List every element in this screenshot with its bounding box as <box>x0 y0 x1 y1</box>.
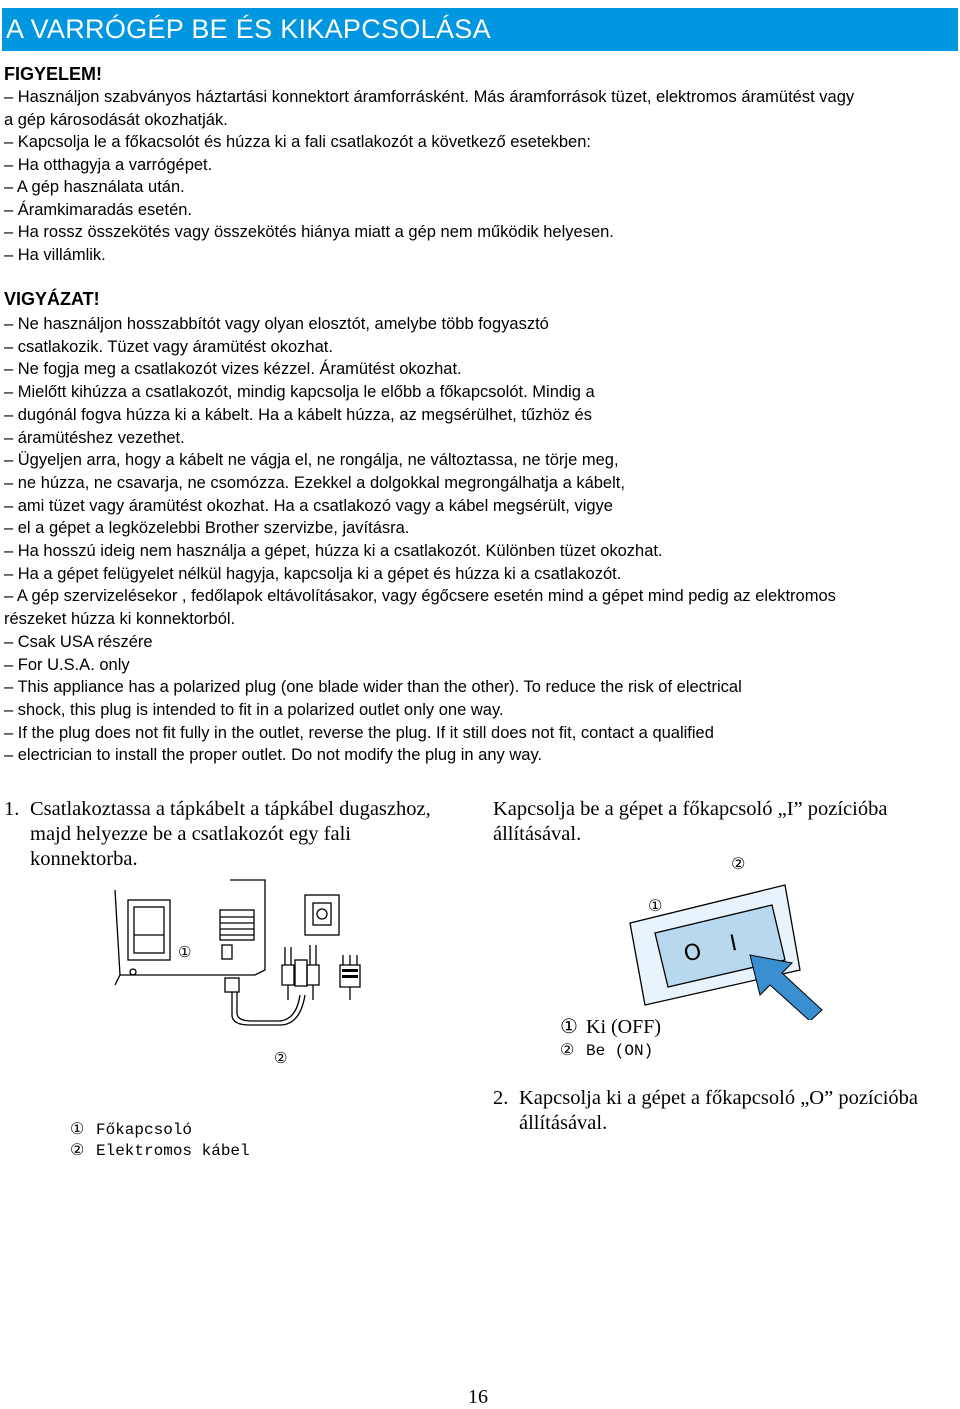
caution-line: – csatlakozik. Tüzet vagy áramütést okozhat. <box>4 337 333 356</box>
machine-legend <box>70 1120 250 1162</box>
warning-line: – Kapcsolja le a főkacsolót és húzza ki a fali csatlakozót a következő esetekben: <box>4 133 591 151</box>
caution-line: – Ne használjon hosszabbítót vagy olyan elosztót, amelybe több fogyasztó <box>4 315 549 333</box>
warning-line: – Áramkimaradás esetén. <box>4 200 193 219</box>
caution-line: – Ne fogja meg a csatlakozót vizes kézzel. Áramütést okozhat. <box>4 360 462 379</box>
switch-on-line: Kapcsolja be a gépet a főkapcsoló „I” pozícióba <box>493 798 888 820</box>
step2-text <box>519 1086 918 1136</box>
step1-text <box>30 797 431 872</box>
caution-line: – shock, this plug is intended to fit in a polarized outlet only one way. <box>4 700 504 719</box>
switch-callout-1: ① <box>648 896 663 915</box>
switch-callout-2: ② <box>731 854 746 873</box>
arrow-icon <box>750 955 822 1020</box>
switch-off-label: O <box>681 939 704 968</box>
callout-2: ② <box>274 1049 288 1067</box>
switch-on-text <box>493 797 887 847</box>
legend-item: ② Be (ON) <box>560 1042 654 1060</box>
warning-line: – A gép használata után. <box>4 178 185 196</box>
step2-line: állításával. <box>519 1112 608 1134</box>
warning-line: – Ha rossz összekötés vagy összekötés hiánya miatt a gép nem működik helyesen. <box>4 223 614 241</box>
switch-on-label: I <box>727 930 740 957</box>
switch-on-line: állításával. <box>493 823 582 845</box>
machine-power-illustration <box>110 875 380 1075</box>
caution-line: – electrician to install the proper outlet. Do not modify the plug in any way. <box>4 746 543 765</box>
warning-line: a gép károsodását okozhatják. <box>4 110 228 129</box>
page-title: A VARRÓGÉP BE ÉS KIKAPCSOLÁSA <box>6 14 491 44</box>
warning-line: – Ha villámlik. <box>4 245 106 264</box>
callout-1: ① <box>178 943 192 961</box>
step1-line: majd helyezze be a csatlakozót egy fali <box>30 823 352 845</box>
warning-heading: FIGYELEM! <box>4 64 102 84</box>
caution-line: – áramütéshez vezethet. <box>4 428 185 447</box>
caution-line: – If the plug does not fit fully in the outlet, reverse the plug. If it still does not fit, contact a qualified <box>4 723 714 742</box>
page-number: 16 <box>468 1386 488 1408</box>
caution-line: – Csak USA részére <box>4 632 153 651</box>
caution-line: – Ha a gépet felügyelet nélkül hagyja, kapcsolja ki a gépet és húzza ki a csatlakozót. <box>4 564 622 583</box>
caution-line: – el a gépet a legközelebbi Brother szervizbe, javításra. <box>4 519 410 538</box>
warning-line: – Ha otthagyja a varrógépet. <box>4 155 213 174</box>
caution-line: – For U.S.A. only <box>4 655 130 674</box>
caution-line: – Mielőtt kihúzza a csatlakozót, mindig kapcsolja le előbb a főkapcsolót. Mindig a <box>4 383 595 402</box>
step1-line: konnektorba. <box>30 848 138 870</box>
warning-line: – Használjon szabványos háztartási konnektort áramforrásként. Más áramforrások tüzet, elektromos áramütést vagy <box>4 88 855 106</box>
step1-line: Csatlakoztassa a tápkábelt a tápkábel dugaszhoz, <box>30 798 431 820</box>
caution-line: – dugónál fogva húzza ki a kábelt. Ha a kábelt húzza, az megsérülhet, tűzhöz és <box>4 405 592 424</box>
legend-item: ② Elektromos kábel <box>70 1142 250 1160</box>
legend-item: ① Ki (OFF) <box>560 1016 662 1038</box>
step1-number: 1. <box>4 798 20 820</box>
legend-item: ① Főkapcsoló <box>70 1121 193 1139</box>
caution-line: – This appliance has a polarized plug (one blade wider than the other). To reduce the risk of electrical <box>4 678 742 697</box>
caution-line: – Ügyeljen arra, hogy a kábelt ne vágja el, ne rongálja, ne változtassa, ne törje meg, <box>4 451 619 470</box>
caution-heading: VIGYÁZAT! <box>4 289 100 309</box>
switch-legend-on-off <box>560 1015 661 1063</box>
caution-line: – Ha hosszú ideig nem használja a gépet, húzza ki a csatlakozót. Különben tüzet okozhat. <box>4 542 663 560</box>
caution-line: – A gép szervizelésekor , fedőlapok eltávolításakor, vagy égőcsere esetén mind a gépet mind pedig az elektromos <box>4 587 836 606</box>
step2-line: Kapcsolja ki a gépet a főkapcsoló „O” pozícióba <box>519 1087 919 1109</box>
caution-line: – ne húzza, ne csavarja, ne csomózza. Ezekkel a dolgokkal megrongálhatja a kábelt, <box>4 473 625 492</box>
caution-line: – ami tüzet vagy áramütést okozhat. Ha a csatlakozó vagy a kábel megsérült, vigye <box>4 496 613 515</box>
title-bar <box>2 8 958 51</box>
step2-number: 2. <box>493 1087 509 1109</box>
power-switch-illustration <box>600 845 830 1020</box>
caution-line: részeket húzza ki konnektorból. <box>4 610 236 629</box>
